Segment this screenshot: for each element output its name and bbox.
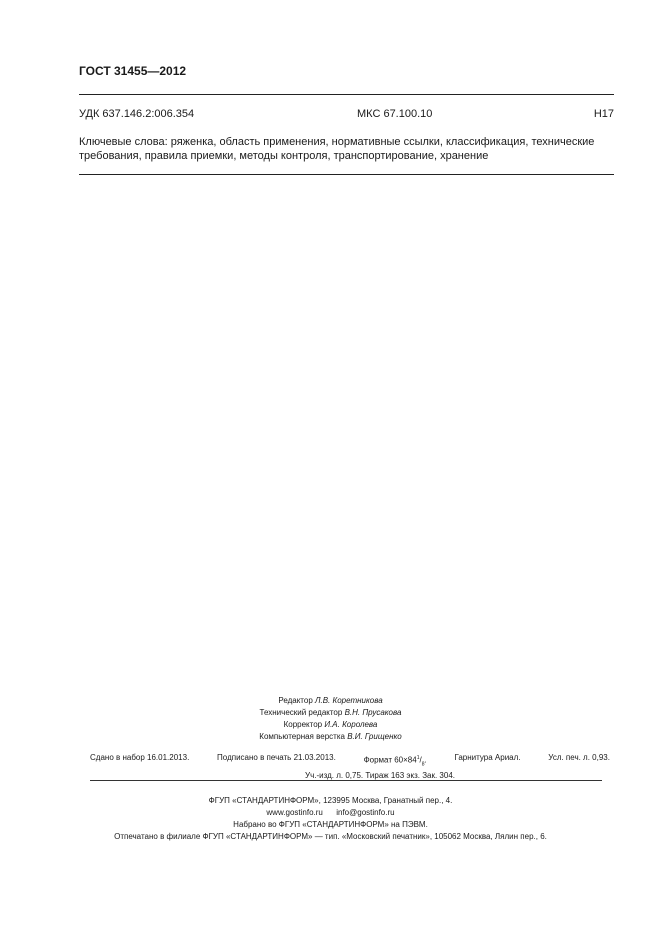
submitted-date: Сдано в набор 16.01.2013.: [90, 753, 190, 762]
credit-person: И.А. Королева: [324, 720, 378, 729]
printing-note: Отпечатано в филиале ФГУП «СТАНДАРТИНФОРМ» — тип. «Московский печатник», 105062 Москва, Лялин пер., 6.: [114, 832, 547, 841]
typeface: Гарнитура Ариал.: [454, 753, 521, 762]
publisher-website: www.gostinfo.ru: [266, 808, 323, 817]
publisher-email: info@gostinfo.ru: [336, 808, 395, 817]
print-divider: [90, 780, 602, 781]
edition-sheets: Уч.-изд. л. 0,75.: [305, 771, 364, 781]
print-sheets: Усл. печ. л. 0,93.: [548, 753, 610, 762]
credit-person: В.И. Грищенко: [347, 732, 402, 741]
format-numerator: 1: [416, 755, 420, 761]
credit-editor: [0, 695, 661, 707]
publisher-address: ФГУП «СТАНДАРТИНФОРМ», 123995 Москва, Гранатный пер., 4.: [208, 796, 453, 805]
credits-block: [0, 695, 661, 743]
format-denominator: 8: [421, 761, 425, 768]
credit-role: Компьютерная верстка: [259, 732, 345, 741]
publisher-contacts: [0, 807, 661, 819]
credit-person: Л.В. Коретникова: [315, 696, 383, 705]
credit-person: В.Н. Прусакова: [344, 708, 402, 717]
credit-tech-editor: [0, 707, 661, 719]
credit-corrector: [0, 719, 661, 731]
keywords-divider: [79, 174, 614, 175]
print-info-block: [90, 752, 610, 782]
credit-role: Технический редактор: [259, 708, 343, 717]
print-info-line: [90, 752, 610, 770]
signed-date: Подписано в печать 21.03.2013.: [217, 753, 336, 762]
credit-role: Корректор: [283, 720, 323, 729]
header-divider: [79, 94, 614, 95]
typesetting-note: Набрано во ФГУП «СТАНДАРТИНФОРМ» на ПЭВМ.: [233, 820, 428, 829]
publisher-block: [0, 795, 661, 843]
circulation: Тираж 163 экз.: [365, 771, 420, 781]
udk-code: УДК 637.146.2:006.354: [79, 108, 195, 120]
keywords-text: Ключевые слова: ряженка, область применения, нормативные ссылки, классификация, технические требования, правила приемки, методы контроля, транспортирование, хранение: [79, 136, 595, 162]
group-code: Н17: [593, 108, 614, 120]
document-code: ГОСТ 31455—2012: [79, 64, 187, 78]
credit-layout: [0, 731, 661, 743]
mks-code: МКС 67.100.10: [357, 108, 433, 120]
order-number: Зак. 304.: [422, 771, 455, 781]
paper-format-prefix: Формат 60×84: [363, 755, 417, 765]
paper-format: Формат $60\times 84^1/_8$.: [363, 755, 427, 768]
credit-role: Редактор: [278, 696, 313, 705]
